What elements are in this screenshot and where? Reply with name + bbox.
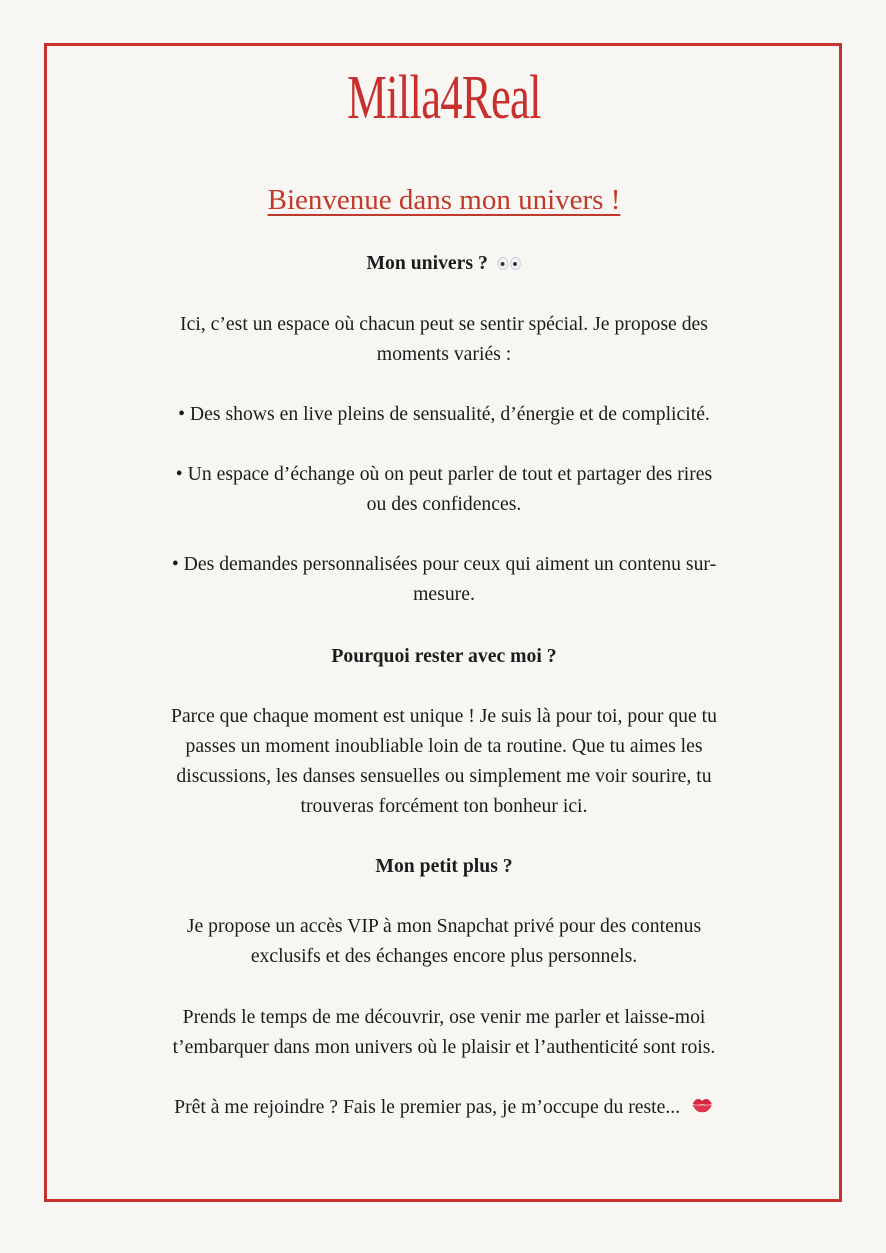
section-heading-why: Pourquoi rester avec moi ? <box>331 645 557 667</box>
text-line: discussions, les danses sensuelles ou simplement me voir sourire, tu <box>176 765 712 787</box>
text-line: trouveras forcément ton bonheur ici. <box>300 795 588 817</box>
kiss-lips-icon <box>691 1093 714 1123</box>
text-line: Ici, c’est un espace où chacun peut se sentir spécial. Je propose des <box>180 313 708 335</box>
text-line: • Des shows en live pleins de sensualité, d’énergie et de complicité. <box>178 403 710 425</box>
text-line: Parce que chaque moment est unique ! Je suis là pour toi, pour que tu <box>171 705 717 727</box>
text-line: Prends le temps de me découvrir, ose venir me parler et laisse-moi <box>182 1006 706 1028</box>
text-line: moments variés : <box>376 343 512 365</box>
text-line: Je propose un accès VIP à mon Snapchat privé pour des contenus <box>186 915 702 937</box>
section-heading-universe <box>64 248 824 279</box>
why-paragraph <box>64 701 824 821</box>
bullet-item <box>64 399 824 429</box>
closing-text: Prêt à me rejoindre ? Fais le premier pas, je m’occupe du reste... <box>174 1096 681 1118</box>
bullet-item <box>64 549 824 609</box>
intro-paragraph <box>64 309 824 369</box>
heading-text: Mon univers ? <box>366 252 488 274</box>
text-line: passes un moment inoubliable loin de ta routine. Que tu aimes les <box>185 735 703 757</box>
text-line: ou des confidences. <box>366 493 522 515</box>
invite-paragraph <box>64 1002 824 1062</box>
text-line: • Un espace d’échange où on peut parler de tout et partager des rires <box>175 463 713 485</box>
text-line: exclusifs et des échanges encore plus personnels. <box>250 945 638 967</box>
bullet-item <box>64 459 824 519</box>
brand-logo: Milla4Real <box>347 64 541 132</box>
eyes-icon <box>497 249 522 279</box>
welcome-title: Bienvenue dans mon univers ! <box>267 184 621 216</box>
section-heading-bonus: Mon petit plus ? <box>375 855 513 877</box>
text-line: • Des demandes personnalisées pour ceux qui aiment un contenu sur- <box>171 553 717 575</box>
closing-line <box>64 1092 824 1123</box>
text-line: t’embarquer dans mon univers où le plaisir et l’authenticité sont rois. <box>172 1036 716 1058</box>
text-line: mesure. <box>413 583 475 605</box>
bonus-paragraph <box>64 911 824 971</box>
